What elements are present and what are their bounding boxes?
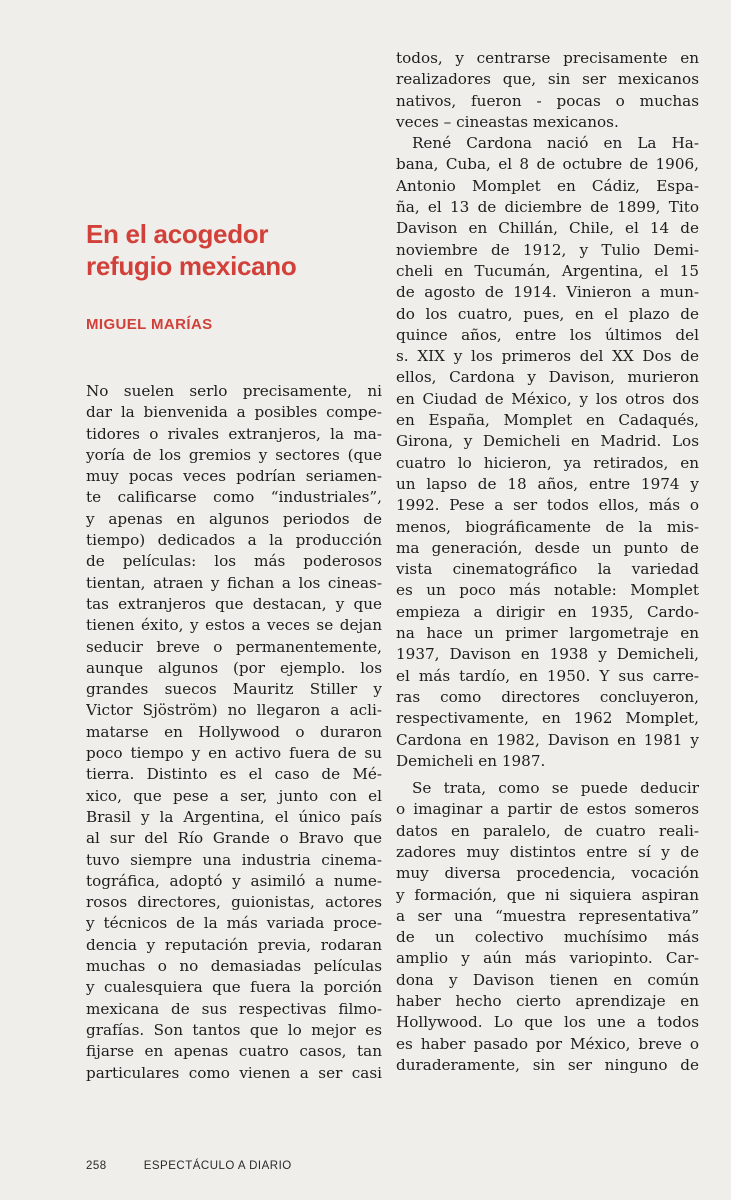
- right-text-column: [396, 48, 699, 1076]
- text-line: grafías. Son tantos que lo mejor es: [86, 1020, 382, 1039]
- text-line: aunque algunos (por ejemplo. los: [86, 658, 382, 677]
- text-line: particulares como vienen a ser casi: [86, 1063, 382, 1082]
- text-line: s. XIX y los primeros del XX Dos de: [396, 347, 699, 366]
- text-line: tierra. Distinto es el caso de Mé-: [86, 765, 382, 784]
- text-line: de agosto de 1914. Vinieron a mun-: [396, 283, 699, 302]
- text-line: bana, Cuba, el 8 de octubre de 1906,: [396, 155, 699, 174]
- text-line: Girona, y Demicheli en Madrid. Los: [396, 432, 699, 451]
- text-line: René Cardona nació en La Ha-: [412, 134, 699, 153]
- text-line: duraderamente, sin ser ninguno de: [396, 1055, 699, 1074]
- text-line: Davison en Chillán, Chile, el 14 de: [396, 219, 699, 238]
- text-line: Brasil y la Argentina, el único país: [86, 807, 382, 826]
- text-line: cheli en Tucumán, Argentina, el 15: [396, 261, 699, 280]
- text-line: nativos, fueron - pocas o muchas: [396, 91, 699, 110]
- text-line: seducir breve o permanentemente,: [86, 637, 382, 656]
- text-line: muy pocas veces podrían seriamen-: [86, 467, 382, 486]
- text-line: tidores o rivales extranjeros, la ma-: [86, 424, 382, 443]
- text-line: muy diversa procedencia, vocación: [396, 864, 699, 883]
- text-line: datos en paralelo, de cuatro reali-: [396, 821, 699, 840]
- text-line: dona y Davison tienen en común: [396, 970, 699, 989]
- text-line: tas extranjeros que destacan, y que: [86, 594, 382, 613]
- text-line: es un poco más notable: Momplet: [396, 581, 699, 600]
- text-line: en Ciudad de México, y los otros dos: [396, 389, 699, 408]
- text-line: ras como directores concluyeron,: [396, 687, 699, 706]
- text-line: zadores muy distintos entre sí y de: [396, 842, 699, 861]
- text-line: vista cinematográfico la variedad: [396, 560, 699, 579]
- text-line: quince años, entre los últimos del: [396, 325, 699, 344]
- text-line: Victor Sjöström) no llegaron a acli-: [86, 701, 382, 720]
- text-line: y cualesquiera que fuera la porción: [86, 978, 382, 997]
- text-line: tiempo) dedicados a la producción: [86, 531, 382, 550]
- text-line: yoría de los gremios y sectores (que: [86, 445, 382, 464]
- text-line: Hollywood. Lo que los une a todos: [396, 1013, 699, 1032]
- text-line: muchas o no demasiadas películas: [86, 957, 382, 976]
- text-line: tienen éxito, y estos a veces se dejan: [86, 616, 382, 635]
- text-line: te calificarse como “industriales”,: [86, 488, 382, 507]
- text-line: de películas: los más poderosos: [86, 552, 382, 571]
- text-line: el más tardío, en 1950. Y sus carre-: [396, 666, 699, 685]
- text-line: tográfica, adoptó y asimiló a nume-: [86, 871, 382, 890]
- text-line: de un colectivo muchísimo más: [396, 928, 699, 947]
- text-line: tuvo siempre una industria cinema-: [86, 850, 382, 869]
- page-number: 258: [86, 1160, 107, 1172]
- text-line: menos, biográficamente de la mis-: [396, 517, 699, 536]
- text-line: fijarse en apenas cuatro casos, tan: [86, 1042, 382, 1061]
- article-author: MIGUEL MARÍAS: [86, 316, 213, 333]
- page-footer: [86, 1160, 292, 1172]
- text-line: o imaginar a partir de estos someros: [396, 800, 699, 819]
- text-line: un lapso de 18 años, entre 1974 y: [396, 474, 699, 493]
- text-line: xico, que pese a ser, junto con el: [86, 786, 382, 805]
- text-line: veces – cineastas mexicanos.: [396, 112, 619, 131]
- text-line: respectivamente, en 1962 Momplet,: [396, 709, 699, 728]
- text-line: ma generación, desde un punto de: [396, 538, 699, 557]
- text-line: empieza a dirigir en 1935, Cardo-: [396, 602, 699, 621]
- article-title-line-1: En el acogedor: [86, 219, 269, 249]
- text-line: ña, el 13 de diciembre de 1899, Tito: [396, 198, 699, 217]
- text-line: do los cuatro, pues, en el plazo de: [396, 304, 699, 323]
- text-line: grandes suecos Mauritz Stiller y: [86, 680, 382, 699]
- text-line: en España, Momplet en Cadaqués,: [396, 411, 699, 430]
- text-line: tientan, atraen y fichan a los cineas-: [86, 573, 382, 592]
- text-line: ellos, Cardona y Davison, murieron: [396, 368, 699, 387]
- text-line: y apenas en algunos periodos de: [86, 509, 382, 528]
- text-line: No suelen serlo precisamente, ni: [86, 382, 382, 400]
- publication-name: ESPECTÁCULO A DIARIO: [143, 1160, 292, 1172]
- text-line: haber hecho cierto aprendizaje en: [396, 992, 699, 1011]
- text-line: amplio y aún más variopinto. Car-: [396, 949, 699, 968]
- text-line: dar la bienvenida a posibles compe-: [86, 403, 382, 422]
- text-line: Se trata, como se puede deducir: [412, 779, 699, 798]
- text-line: noviembre de 1912, y Tulio Demi-: [396, 240, 699, 259]
- text-line: na hace un primer largometraje en: [396, 624, 699, 643]
- text-line: Demicheli en 1987.: [396, 751, 546, 770]
- text-line: y técnicos de la más variada proce-: [86, 914, 382, 933]
- article-title-line-2: refugio mexicano: [86, 251, 297, 281]
- text-line: Antonio Momplet en Cádiz, Espa-: [396, 176, 699, 195]
- text-line: dencia y reputación previa, rodaran: [86, 935, 382, 954]
- text-line: es haber pasado por México, breve o: [396, 1034, 699, 1053]
- text-line: rosos directores, guionistas, actores: [86, 893, 382, 912]
- article-title: [86, 218, 386, 282]
- text-line: al sur del Río Grande o Bravo que: [86, 829, 382, 848]
- text-line: y formación, que ni siquiera aspiran: [396, 885, 699, 904]
- text-line: a ser una “muestra representativa”: [396, 906, 699, 925]
- text-line: todos, y centrarse precisamente en: [396, 49, 699, 67]
- text-line: mexicana de sus respectivas filmo-: [86, 999, 382, 1018]
- text-line: realizadores que, sin ser mexicanos: [396, 70, 699, 89]
- left-text-column: [86, 381, 382, 1084]
- text-line: cuatro lo hicieron, ya retirados, en: [396, 453, 699, 472]
- text-line: matarse en Hollywood o duraron: [86, 722, 382, 741]
- text-line: poco tiempo y en activo fuera de su: [86, 744, 382, 763]
- text-line: 1992. Pese a ser todos ellos, más o: [396, 496, 699, 515]
- text-line: Cardona en 1982, Davison en 1981 y: [396, 730, 699, 749]
- text-line: 1937, Davison en 1938 y Demicheli,: [396, 645, 699, 664]
